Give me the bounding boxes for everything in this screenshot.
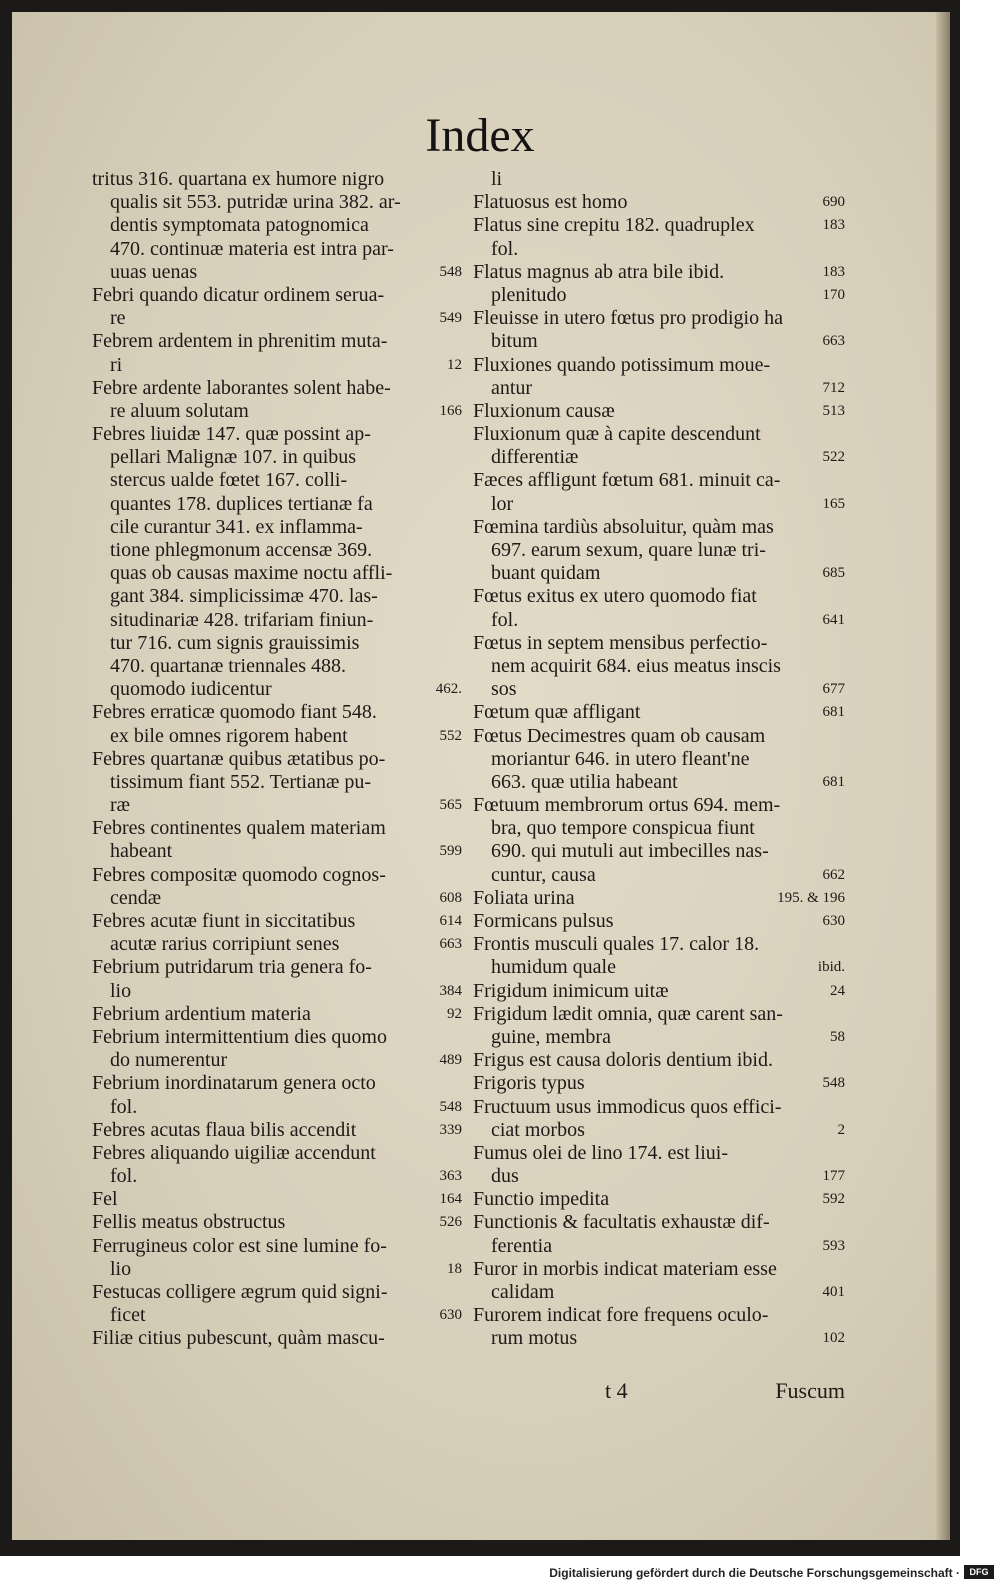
entry-text: uuas uenas xyxy=(110,260,198,283)
index-entry-line xyxy=(92,516,462,539)
index-entry-line xyxy=(473,1142,845,1165)
entry-page-number: 526 xyxy=(439,1214,462,1231)
entry-text: Formicans pulsus xyxy=(473,910,614,932)
index-entry-line xyxy=(473,354,845,377)
entry-page-number: 630 xyxy=(822,913,845,929)
entry-text: cendæ xyxy=(110,886,162,909)
entry-page-number: 165 xyxy=(822,495,845,512)
entry-page-number: 681 xyxy=(822,704,845,721)
index-entry-line xyxy=(473,469,845,492)
index-entry-line xyxy=(92,562,462,585)
index-entry-line xyxy=(473,1327,845,1350)
entry-text: calidam xyxy=(491,1281,555,1303)
index-entry-line xyxy=(92,307,462,330)
index-entry-line xyxy=(92,1049,462,1072)
index-entry-line xyxy=(473,1165,845,1188)
entry-page-number: 58 xyxy=(830,1028,845,1045)
entry-page-number: 177 xyxy=(822,1168,845,1185)
entry-text: acutæ rarius corripiunt senes xyxy=(110,933,340,956)
entry-text: fol. xyxy=(491,608,519,631)
entry-text: Febri quando dicatur ordinem serua- xyxy=(92,283,385,306)
entry-text: Fœtus in septem mensibus perfectio- xyxy=(473,631,768,654)
index-entry-line xyxy=(92,585,462,608)
index-entry-line xyxy=(92,400,462,423)
entry-text: re xyxy=(110,307,126,330)
entry-text: moriantur 646. in utero fleant'ne xyxy=(491,747,750,770)
index-entry-line xyxy=(92,771,462,794)
entry-text: bitum xyxy=(491,330,538,353)
entry-page-number: 102 xyxy=(822,1330,845,1347)
entry-text: tritus 316. quartana ex humore nigro xyxy=(92,168,385,190)
entry-text: Fluxionum quæ à capite descendunt xyxy=(473,423,761,446)
footer-credit: Digitalisierung gefördert durch die Deutsche Forschungsgemeinschaft · xyxy=(549,1566,960,1580)
entry-text: Fleuisse in utero fœtus pro prodigio ha xyxy=(473,307,783,330)
entry-text: Febrium ardentium materia xyxy=(92,1002,311,1025)
entry-page-number: 548 xyxy=(822,1075,845,1092)
entry-text: tione phlegmonum accensæ 369. xyxy=(110,539,373,561)
entry-text: dentis symptomata patognomica xyxy=(110,214,369,237)
entry-text: ri xyxy=(110,353,123,376)
index-entry-line xyxy=(473,1258,845,1281)
index-entry-line xyxy=(92,655,462,678)
index-entry-line xyxy=(92,539,462,562)
index-column-right xyxy=(473,168,845,1351)
index-entry-line xyxy=(92,933,462,956)
page-title: Index xyxy=(425,109,535,162)
entry-text: qualis sit 553. putridæ urina 382. ar- xyxy=(110,191,401,214)
signature-mark: t 4 xyxy=(605,1378,628,1403)
index-entry-line xyxy=(473,933,845,956)
index-entry-line xyxy=(92,423,462,446)
index-entry-line xyxy=(473,539,845,562)
entry-text: Functio impedita xyxy=(473,1188,610,1211)
entry-text: ræ xyxy=(110,794,130,817)
entry-page-number: 183 xyxy=(822,263,845,280)
entry-page-number: 384 xyxy=(439,982,462,999)
entry-text: Febrium putridarum tria genera fo- xyxy=(92,956,372,979)
index-entry-line xyxy=(92,1026,462,1049)
entry-text: Fæces affligunt fœtum 681. minuit ca- xyxy=(473,469,781,492)
entry-text: Frigidum inimicum uitæ xyxy=(473,979,669,1002)
entry-text: Febrem ardentem in phrenitim muta- xyxy=(92,330,388,353)
entry-page-number: 170 xyxy=(822,286,845,303)
index-entry-line xyxy=(473,191,845,214)
entry-page-number: 552 xyxy=(439,727,462,744)
page-catchline xyxy=(605,1378,845,1404)
entry-text: ficet xyxy=(110,1304,146,1327)
entry-text: re aluum solutam xyxy=(110,399,249,422)
index-entry-line xyxy=(92,1096,462,1119)
index-entry-line xyxy=(473,261,845,284)
entry-page-number: 662 xyxy=(822,866,845,883)
index-entry-line xyxy=(473,307,845,330)
index-entry-line xyxy=(473,887,845,910)
index-entry-line xyxy=(92,238,462,261)
entry-text: lio xyxy=(110,1257,132,1280)
entry-text: pellari Malignæ 107. in quibus xyxy=(110,446,357,469)
index-entry-line xyxy=(92,377,462,400)
index-entry-line xyxy=(92,493,462,516)
entry-text: cuntur, causa xyxy=(491,863,596,886)
index-entry-line xyxy=(92,956,462,979)
entry-text: Febrium intermittentium dies quomo xyxy=(92,1025,387,1048)
entry-page-number: 12 xyxy=(447,356,462,373)
entry-text: antur xyxy=(491,376,533,399)
entry-text: ferentia xyxy=(491,1234,553,1257)
index-entry-line xyxy=(473,1026,845,1049)
entry-page-number: 712 xyxy=(822,379,845,396)
entry-text: Flatus sine crepitu 182. quadruplex xyxy=(473,214,755,237)
entry-text: tissimum fiant 552. Tertianæ pu- xyxy=(110,770,371,793)
index-entry-line xyxy=(92,191,462,214)
index-entry-line xyxy=(473,956,845,979)
entry-text: Febre ardente laborantes solent habe- xyxy=(92,376,391,399)
index-entry-line xyxy=(473,748,845,771)
entry-page-number: 548 xyxy=(439,1098,462,1115)
entry-page-number: ibid. xyxy=(817,959,845,976)
index-entry-line xyxy=(473,1096,845,1119)
index-entry-line xyxy=(92,1211,462,1234)
entry-page-number: 24 xyxy=(830,982,845,999)
index-entry-line xyxy=(473,238,845,261)
entry-page-number: 681 xyxy=(822,773,845,790)
index-entry-line xyxy=(92,887,462,910)
index-entry-line xyxy=(473,725,845,748)
entry-text: li xyxy=(491,168,503,190)
index-entry-line xyxy=(473,585,845,608)
index-entry-line xyxy=(92,1235,462,1258)
entry-text: humidum quale xyxy=(491,956,616,979)
entry-page-number: 549 xyxy=(439,310,462,327)
entry-text: Fœmina tardiùs absoluitur, quàm mas xyxy=(473,515,774,538)
index-entry-line xyxy=(92,1072,462,1095)
entry-text: rum motus xyxy=(491,1327,578,1350)
entry-page-number: 548 xyxy=(439,263,462,280)
entry-text: quas ob causas maxime noctu affli- xyxy=(110,562,393,585)
index-entry-line xyxy=(473,817,845,840)
entry-text: guine, membra xyxy=(491,1025,611,1048)
entry-text: Fœtuum membrorum ortus 694. mem- xyxy=(473,794,781,817)
entry-page-number: 592 xyxy=(822,1191,845,1208)
entry-text: Febres quartanæ quibus ætatibus po- xyxy=(92,747,386,770)
index-entry-line xyxy=(92,817,462,840)
index-entry-line xyxy=(473,840,845,863)
index-entry-line xyxy=(92,1327,462,1350)
index-entry-line xyxy=(473,701,845,724)
entry-text: Frontis musculi quales 17. calor 18. xyxy=(473,933,760,956)
entry-text: Fructuum usus immodicus quos effici- xyxy=(473,1095,782,1118)
entry-text: Febrium inordinatarum genera octo xyxy=(92,1072,376,1095)
entry-text: Filiæ citius pubescunt, quàm mascu- xyxy=(92,1327,385,1350)
entry-text: Furor in morbis indicat materiam esse xyxy=(473,1257,777,1280)
index-entry-line xyxy=(92,748,462,771)
index-entry-line xyxy=(473,1119,845,1142)
entry-page-number: 401 xyxy=(822,1284,845,1300)
entry-text: Furorem indicat fore frequens oculo- xyxy=(473,1304,769,1327)
entry-text: Fellis meatus obstructus xyxy=(92,1211,286,1234)
entry-text: ciat morbos xyxy=(491,1118,585,1141)
index-entry-line xyxy=(92,330,462,353)
entry-text: cile curantur 341. ex inflamma- xyxy=(110,515,363,538)
entry-text: Functionis & facultatis exhaustæ dif- xyxy=(473,1211,770,1234)
entry-text: quomodo iudicentur xyxy=(110,678,272,701)
index-entry-line xyxy=(473,632,845,655)
dfg-logo: DFG xyxy=(964,1565,994,1579)
index-entry-line xyxy=(473,400,845,423)
entry-text: 470. continuæ materia est intra par- xyxy=(110,237,394,260)
entry-page-number: 92 xyxy=(447,1005,462,1022)
entry-text: Fœtus Decimestres quam ob causam xyxy=(473,724,766,747)
index-entry-line xyxy=(92,725,462,748)
entry-text: Febres liuidæ 147. quæ possint ap- xyxy=(92,423,371,446)
entry-text: buant quidam xyxy=(491,562,601,585)
index-entry-line xyxy=(92,1119,462,1142)
index-entry-line xyxy=(92,1304,462,1327)
index-entry-line xyxy=(92,1003,462,1026)
index-entry-line xyxy=(92,354,462,377)
index-entry-line xyxy=(473,493,845,516)
index-entry-line xyxy=(92,910,462,933)
entry-text: Febres acutæ fiunt in siccitatibus xyxy=(92,910,356,932)
entry-text: quantes 178. duplices tertianæ fa xyxy=(110,492,373,515)
entry-text: Frigoris typus xyxy=(473,1072,585,1095)
entry-text: ex bile omnes rigorem habent xyxy=(110,724,348,747)
page-gutter xyxy=(936,12,950,1540)
entry-text: gant 384. simplicissimæ 470. las- xyxy=(110,585,378,608)
entry-text: Frigidum lædit omnia, quæ carent san- xyxy=(473,1002,783,1025)
index-entry-line xyxy=(473,1049,845,1072)
entry-text: 697. earum sexum, quare lunæ tri- xyxy=(491,539,766,561)
entry-page-number: 195. & 196 xyxy=(777,889,845,906)
entry-page-number: 2 xyxy=(837,1121,845,1138)
entry-page-number: 18 xyxy=(447,1260,462,1277)
entry-text: Foliata urina xyxy=(473,886,575,909)
index-entry-line xyxy=(473,168,845,191)
entry-text: 690. qui mutuli aut imbecilles nas- xyxy=(491,840,769,863)
index-entry-line xyxy=(473,1072,845,1095)
catchword: Fuscum xyxy=(775,1378,845,1403)
index-entry-line xyxy=(92,469,462,492)
index-entry-line xyxy=(92,864,462,887)
entry-text: situdinariæ 428. trifariam finiun- xyxy=(110,608,374,631)
index-entry-line xyxy=(473,771,845,794)
entry-text: differentiæ xyxy=(491,446,579,469)
entry-page-number: 599 xyxy=(439,843,462,860)
entry-page-number: 663 xyxy=(439,936,462,953)
entry-text: stercus ualde fœtet 167. colli- xyxy=(110,469,348,492)
index-entry-line xyxy=(473,446,845,469)
entry-page-number: 630 xyxy=(439,1307,462,1324)
entry-page-number: 489 xyxy=(439,1052,462,1069)
index-entry-line xyxy=(92,980,462,1003)
index-entry-line xyxy=(92,446,462,469)
entry-text: Fumus olei de lino 174. est liui- xyxy=(473,1141,728,1164)
entry-text: Ferrugineus color est sine lumine fo- xyxy=(92,1234,387,1257)
entry-text: Febres aliquando uigiliæ accendunt xyxy=(92,1141,376,1164)
entry-text: Flatuosus est homo xyxy=(473,191,628,214)
entry-page-number: 614 xyxy=(439,913,462,929)
index-entry-line xyxy=(92,1188,462,1211)
index-entry-line xyxy=(473,516,845,539)
index-entry-line xyxy=(473,609,845,632)
index-entry-line xyxy=(473,1003,845,1026)
entry-page-number: 462. xyxy=(435,681,462,698)
entry-text: Fœtum quæ affligant xyxy=(473,701,641,724)
index-entry-line xyxy=(473,980,845,1003)
entry-text: Fluxionum causæ xyxy=(473,399,615,422)
entry-text: lor xyxy=(491,492,514,515)
index-entry-line xyxy=(92,1281,462,1304)
entry-text: plenitudo xyxy=(491,283,567,306)
entry-page-number: 685 xyxy=(822,565,845,582)
entry-page-number: 565 xyxy=(439,797,462,814)
entry-page-number: 677 xyxy=(822,681,845,698)
index-entry-line xyxy=(473,655,845,678)
entry-page-number: 522 xyxy=(822,449,845,466)
entry-page-number: 608 xyxy=(439,889,462,906)
index-entry-line xyxy=(92,214,462,237)
index-entry-line xyxy=(92,168,462,191)
index-entry-line xyxy=(473,330,845,353)
index-entry-line xyxy=(473,1211,845,1234)
index-entry-line xyxy=(473,1188,845,1211)
entry-text: nem acquirit 684. eius meatus inscis xyxy=(491,654,781,677)
entry-text: fol. xyxy=(491,237,519,260)
entry-text: sos xyxy=(491,678,517,701)
index-entry-line xyxy=(473,562,845,585)
entry-text: Fel xyxy=(92,1188,118,1211)
index-entry-line xyxy=(473,794,845,817)
entry-text: bra, quo tempore conspicua fiunt xyxy=(491,817,755,840)
entry-page-number: 339 xyxy=(439,1121,462,1138)
entry-text: do numerentur xyxy=(110,1049,228,1072)
entry-text: Febres erraticæ quomodo fiant 548. xyxy=(92,701,377,724)
entry-text: tur 716. cum signis grauissimis xyxy=(110,631,360,654)
entry-text: Fœtus exitus ex utero quomodo fiat xyxy=(473,585,757,608)
index-entry-line xyxy=(473,377,845,400)
entry-text: Febres acutas flaua bilis accendit xyxy=(92,1118,357,1141)
index-entry-line xyxy=(473,678,845,701)
entry-page-number: 663 xyxy=(822,333,845,350)
index-entry-line xyxy=(473,864,845,887)
index-entry-line xyxy=(473,423,845,446)
entry-page-number: 593 xyxy=(822,1237,845,1254)
entry-page-number: 690 xyxy=(822,194,845,211)
entry-text: fol. xyxy=(110,1165,138,1188)
entry-text: 470. quartanæ triennales 488. xyxy=(110,654,347,677)
entry-text: dus xyxy=(491,1165,519,1188)
index-entry-line xyxy=(473,910,845,933)
index-entry-line xyxy=(92,794,462,817)
index-entry-line xyxy=(92,609,462,632)
index-entry-line xyxy=(92,632,462,655)
entry-text: Festucas colligere ægrum quid signi- xyxy=(92,1281,388,1303)
entry-text: lio xyxy=(110,979,132,1002)
index-entry-line xyxy=(92,678,462,701)
entry-page-number: 363 xyxy=(439,1168,462,1185)
entry-page-number: 164 xyxy=(439,1191,462,1208)
entry-text: Fluxiones quando potissimum moue- xyxy=(473,353,771,376)
entry-page-number: 166 xyxy=(439,402,462,419)
entry-text: Febres continentes qualem materiam xyxy=(92,817,386,840)
index-entry-line xyxy=(92,840,462,863)
entry-text: Frigus est causa doloris dentium ibid. xyxy=(473,1049,773,1072)
index-entry-line xyxy=(92,284,462,307)
entry-page-number: 513 xyxy=(822,402,845,419)
entry-text: 663. quæ utilia habeant xyxy=(491,770,678,793)
index-entry-line xyxy=(92,1142,462,1165)
index-entry-line xyxy=(473,1304,845,1327)
entry-page-number: 641 xyxy=(822,611,845,628)
digitization-footer xyxy=(0,1560,1000,1584)
index-entry-line xyxy=(92,1258,462,1281)
index-column-left xyxy=(92,168,462,1351)
entry-text: fol. xyxy=(110,1095,138,1118)
index-entry-line xyxy=(92,261,462,284)
index-entry-line xyxy=(473,1281,845,1304)
index-entry-line xyxy=(473,1235,845,1258)
index-entry-line xyxy=(473,284,845,307)
entry-text: Febres compositæ quomodo cognos- xyxy=(92,863,386,886)
entry-text: Flatus magnus ab atra bile ibid. xyxy=(473,260,725,283)
index-entry-line xyxy=(473,214,845,237)
index-entry-line xyxy=(92,701,462,724)
entry-text: habeant xyxy=(110,840,173,863)
entry-page-number: 183 xyxy=(822,217,845,234)
index-entry-line xyxy=(92,1165,462,1188)
